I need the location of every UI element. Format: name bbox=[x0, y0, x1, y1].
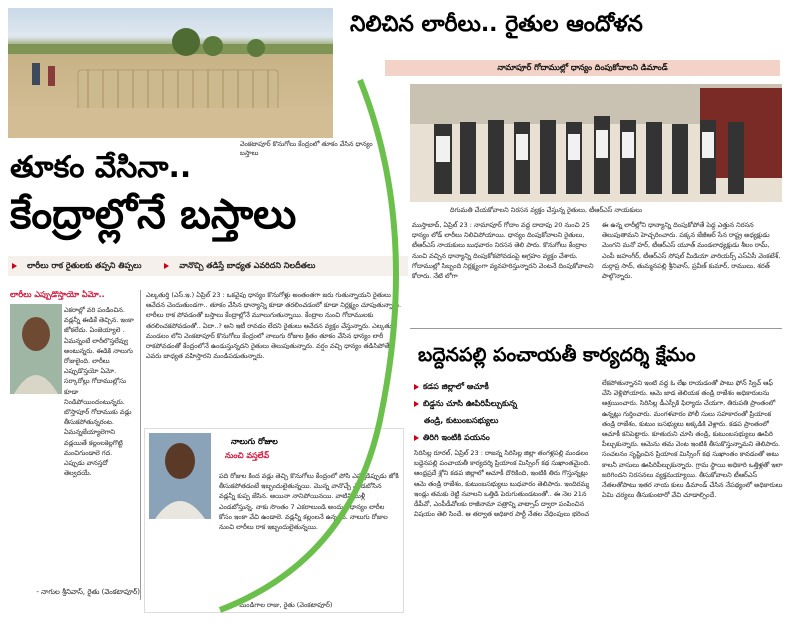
left-headline-line1: తూకం వేసినా.. bbox=[10, 150, 192, 185]
right-headline: నిలిచిన లారీలు.. రైతుల ఆందోళన bbox=[350, 12, 643, 37]
right-subhead-text: నామాపూర్ గోదాముల్లో ధాన్యం దింపుకోవాలని డిమాండ్ bbox=[497, 63, 668, 72]
bottom-bullet-2b: తండ్రి, కుటుంబసభ్యులు bbox=[424, 416, 499, 425]
right-text-col2: ఈ ఉన్న లారీల్లోని ధాన్యాన్ని దింపుకోపోతే పెద్ద ఎత్తున నిరసన తెలుపుతామని హెచ్చరించారు. పక్కన జేజీఆర్ సేన రాష్ట్ర అధ్యక్షుడు మెంగని మనో హర్, టీఆర్ఎస్ యూత్ మండలాధ్యక్షుడు శీలం రామ్, ఎంపీ జహంగీర్, టీఆర్ఎస్ సోషల్ మీడియా వారియర్స్ ఎస్ఏసీ వెంకటేశ్, దుర్గాప్ర సాద్, తుమ్మనపల్లి శ్రీనివాస్, ప్రవీణ్ కుమార్, రాములు, శరత్ పాల్గొన్నారు. bbox=[602, 221, 781, 281]
bottom-text-col2: లేకపోతున్నానని ఇంటి వద్ద ఓ లేఖ రాయడంతో పాటు ఫోన్ స్విచ్ ఆఫ్ చేసి వెళ్లిపోయారు. ఆమె జాడ తెలియక తండ్రి రాజేశం అధికారులను ఆశ్రయించారు. సిరిసిల్ల డీఎస్పీకి ఫిర్యాదు చేయగా, తిరుపతి ప్రాంతంలో ఉన్నట్లు గుర్తించారు. మంగళవారం పోలీ సులు సహకారంతో ప్రియాంక తండ్రి రాజేశం, కుటుం బసభ్యులు అక్కడికి వెళ్లారు. కడప ప్రాంతంలో ఆచూకీ కనిపెట్టారు. కూతురుని చూసి తండ్రి, కుటుంబసభ్యులు ఊపిరి పీల్చుకున్నారు. ఆమెను తమ వెంట ఇంటికి తీసుకొస్తున్నామని తెలిపారు. సంచలనం సృష్టించిన ప్రియాంక మిస్సింగ్ కథ సుఖాంతం కావడంతో అటు కాలనీ వాసులు ఊపిరిపీల్చుకున్నారు. గ్రామ స్థాయి అధికారి ఒత్తిళ్లతో ఇలా జరిగిందని నిరసనలు వ్యక్తమయ్యాయి. తీసుకోవాలని టీఆర్ఎస్ నేతలతోపాటు ఇతర నాయ కులు డిమాండ్ చేసిన నేపథ్యంలో అధికారులు ఏమి చర్యలు తీసుకుంటారో వేచి చూడాల్సిందే. bbox=[602, 379, 783, 500]
quote1-text: ఎకరాల్లో వరి పండించిన. వడ్లన్నీ ఈడికే తెచ్చిన. ఇంకా జోకలేదు. ఏంజెయ్యాలె . ఏమన్నంటే లారీలొస్తలేవ్వు అంటున్నరు. ఈడికి నాలుగు రోజులైంది. లారీలు ఎప్పుడొస్తయో ఏమో. సర్కారోల్లు గోదాముల్లోసు కూడా నిండిపోయిందంటున్నరు. బొస్తాపూర్ గోదాముకు వడ్లు తీసుకపోతున్నరంట. ఏమన్నజేయ్యాలెగాని వడ్లయితే కల్లంలకెల్లగొట్టి మంచిగుండాలె గద. ఎప్పుడు వానస్తదో తెల్వదయే. bbox=[64, 306, 134, 478]
right-subhead bbox=[385, 60, 780, 76]
protest-photo bbox=[410, 84, 782, 202]
bottom-bullet-1: కడప జిల్లాలో ఆచూకీ bbox=[414, 380, 596, 393]
bottom-bullets bbox=[414, 376, 596, 448]
quote1-label: లారీలు ఎప్పుడొస్తాయో ఏమో.. bbox=[10, 290, 105, 299]
quote2-label-2: నుంచి వస్తలేవ్ bbox=[225, 451, 270, 460]
left-subhead-2: వానొచ్చి తడిస్తే బాధ్యత ఎవరిదని నిలదీతలు bbox=[179, 261, 316, 270]
bottom-bullet-2: బిడ్డను చూసి ఊపిరిపీల్చుకున్న bbox=[414, 397, 596, 410]
protest-illustration bbox=[410, 84, 782, 202]
left-headline-line2: కేంద్రాల్లోనే బస్తాలు bbox=[10, 190, 297, 238]
quote2-text: పది రోజుల కింద వడ్లు తెచ్చి కొనుగోలు కేంద్రంలో పోసి ఎప్పుడిప్పుడు జోకి తీసుకపోతడంటే ఇబ్బందులైతున్నయి. మొన్న వానొచ్చే ఎండబోసిన వడ్లన్నీ కుప్ప జేసిన. అయినా నానిపోయినయి. వాటిని మళ్లీ ఎండబోస్తున్న. నాకు సొంతం 7 ఎకరాలుండి అందుల ధాన్యం లారీల కోసం ఇంకా వేచి ఉండాలె. వడ్లన్నీ కల్లంలనే ఉన్నయి. నాలుగు రోజుల నుంచి లారీలు రాక ఇబ్బందులైతున్నయి. bbox=[219, 472, 399, 532]
quote2-label-1: నాలుగు రోజుల bbox=[231, 437, 278, 446]
quote1-byline: - నాగుల శ్రీనివాస్, రైతు (వెంకటాపూర్) bbox=[36, 588, 140, 596]
bottom-text-col1: సిరిసిల్ల రూరల్, ఏప్రిల్ 23 : రాజన్న సిరిసిల్ల జిల్లా తంగళ్లపల్లి మండలం బద్దెనపల్లి పంచాయతీ కార్యదర్శి ప్రియాంక మిస్సింగ్ కథ సుఖాంతమైంది. ఆంధ్రప్రదే శ్లోని కడప జిల్లాలో ఆచూకీ దొరికింది, ఇంటికి తిరు గొస్తున్నట్లు ఆమె తండ్రి రాజేశం, కుటుంబసభ్యులు బుధవారం తెలిపారు. ఇందిరమ్మ ఇండ్లు తమకు రెట్టి నవాలని ఒత్తిడి పెరుగుతుండటంతో.. ఈ నెల 21న డీపీవో, ఎంపీడీవోలకు రాజీనామా పత్రాన్ని వాట్సాప్ ద్వారా పంపించిన విషయం తెలి సిందే. ఆ తర్వాత అధికార పార్టీ నేతల వేధింపులు భరించ bbox=[414, 449, 591, 519]
grain-photo-caption: వెంకటాపూర్ కొనుగోలు కేంద్రంలో తూకం వేసిన ధాన్యం బస్తాలు bbox=[240, 140, 373, 157]
quote2-byline: - మండిగాల రాజు, రైతు (వెంకటాపూర్) bbox=[235, 601, 333, 609]
section-rule bbox=[410, 328, 782, 329]
bottom-headline: బద్దెనపల్లి పంచాయతీ కార్యదర్శి క్షేమం bbox=[418, 344, 696, 366]
left-subhead-1: లారీలు రాక రైతులకు తప్పని తిప్పలు bbox=[27, 261, 142, 270]
bottom-bullet-3: తిరిగి ఇంటికి పయనం bbox=[414, 431, 596, 444]
right-text-col1: ముస్తాబాద్, ఏప్రిల్ 23 : నామాపూర్ గోదాం వద్ద దాదాపు 20 నుంచి 25 ధాన్యం లోడ్ లారీలు నిలిచిపోయాయి. ధాన్యం దింపుకోవాలని రైతులు, టీఆర్ఎస్ నాయకులు బుధవారం నిరసన తెలి పారు. కొనుగోలు కేంద్రాల నుంచి వచ్చిన ధాన్యాన్ని దింపుకోకపోవడంపై ఆగ్రహం వ్యక్తం చేశారు. గోదాముల్లో సిబ్బంది నిర్లక్ష్యంగా వ్యవహరిస్తున్నారని వెంటనే దింపుకోవాలని కోరారు. నేటి లోగా bbox=[412, 221, 594, 281]
protest-photo-caption: దిగుమతి చేయకోవాలని నిరసన వ్యక్తం చేస్తున్న రైతులు, టీఆర్ఎస్ నాయకులు bbox=[450, 206, 643, 214]
left-main-text: ఎల్కతుర్తి (ఎస్.ఇ.) ఏప్రిల్ 23 : ఒకవైపు ధాన్యం కొనుగోళ్లు అంతంతగా జరు గుతున్నాయని రైతులు ఆవేదన చెందుతుండగా.. తూకం వేసిన ధాన్యాన్ని కూడా తరలించడంలో కూడా నిర్లక్ష్యం చూపుతున్నారు. లారీలు రాక పోవడంతో బస్తాలు కేంద్రాల్లోనే మూలుగుతున్నాయి. కేంద్రాల నుంచి గోదాములకు తరలించకపోవడంతో.. ఏదా..? అని ఇటీ రావడం లేదని రైతులు ఆవేదన వ్యక్తం చేస్తున్నారు. ఎల్కతుర్తి మండలం లోని వెంకటాపూర్ కొనుగోలు కేంద్రంలో నాలుగు రోజుల క్రితం తూకం వేసిన ధాన్యం లారీ రాకపోవడంతో కేంద్రంలోనే ఉండుస్తున్నదని రైతులు తెలుపుతున్నారు. వర్షం వచ్చి ధాన్యం తడిసిపోతే ఎవరు బాధ్యత వహిస్తారని మండిపడుతున్నారు. bbox=[146, 291, 402, 361]
